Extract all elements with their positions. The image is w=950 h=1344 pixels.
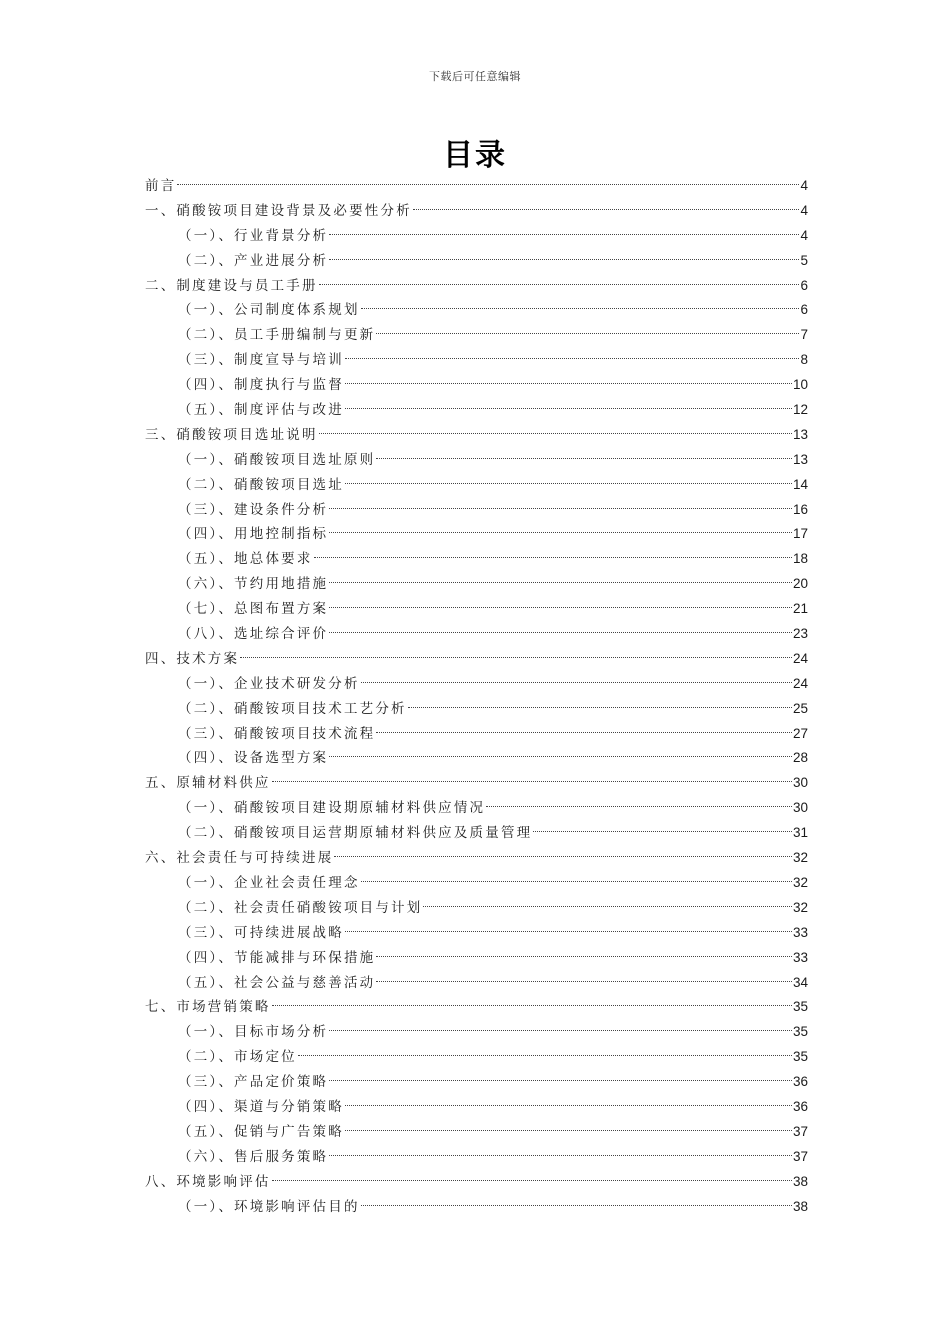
toc-entry-label[interactable]: （一）、企业技术研发分析 xyxy=(178,675,360,692)
toc-entry-label[interactable]: （五）、社会公益与慈善活动 xyxy=(178,974,376,991)
toc-entry-label[interactable]: （七）、总图布置方案 xyxy=(178,601,329,618)
toc-entry-page-number[interactable]: 20 xyxy=(792,576,808,592)
toc-entry-label[interactable]: （一）、公司制度体系规划 xyxy=(178,302,360,319)
toc-entry-label[interactable]: （五）、制度评估与改进 xyxy=(178,402,344,419)
toc-dot-leader xyxy=(329,632,792,633)
toc-entry[interactable] xyxy=(145,697,808,722)
toc-entry[interactable] xyxy=(145,597,808,622)
toc-entry[interactable] xyxy=(145,871,808,896)
toc-entry[interactable] xyxy=(145,1020,808,1045)
toc-entry[interactable] xyxy=(145,473,808,498)
toc-entry-page-number[interactable]: 13 xyxy=(792,451,808,467)
toc-entry-label[interactable]: （三）、制度宣导与培训 xyxy=(178,352,344,369)
toc-entry-page-number[interactable]: 5 xyxy=(800,252,808,268)
toc-entry[interactable] xyxy=(145,746,808,771)
toc-entry[interactable] xyxy=(145,771,808,796)
toc-entry[interactable] xyxy=(145,298,808,323)
toc-entry[interactable] xyxy=(145,498,808,523)
toc-entry[interactable] xyxy=(145,323,808,348)
toc-entry-page-number[interactable]: 25 xyxy=(792,700,808,716)
toc-entry-page-number[interactable]: 33 xyxy=(792,924,808,940)
toc-dot-leader xyxy=(486,806,792,807)
toc-entry[interactable] xyxy=(145,448,808,473)
toc-dot-leader xyxy=(345,1130,792,1131)
toc-entry-page-number[interactable]: 4 xyxy=(800,202,808,218)
toc-entry-label[interactable]: （一）、硝酸铵项目选址原则 xyxy=(178,451,376,468)
toc-dot-leader xyxy=(329,259,799,260)
toc-entry-page-number[interactable]: 6 xyxy=(800,277,808,293)
toc-entry-page-number[interactable]: 33 xyxy=(792,949,808,965)
toc-entry-page-number[interactable]: 35 xyxy=(792,999,808,1015)
toc-entry-label[interactable]: （四）、渠道与分销策略 xyxy=(178,1098,344,1115)
toc-entry-page-number[interactable]: 32 xyxy=(792,850,808,866)
toc-entry[interactable] xyxy=(145,796,808,821)
toc-entry-page-number[interactable]: 10 xyxy=(792,377,808,393)
table-of-contents xyxy=(145,174,808,1219)
toc-entry[interactable] xyxy=(145,722,808,747)
toc-entry-label[interactable]: （四）、节能减排与环保措施 xyxy=(178,949,376,966)
toc-entry-page-number[interactable]: 14 xyxy=(792,476,808,492)
toc-dot-leader xyxy=(329,508,792,509)
toc-entry-label[interactable]: （四）、用地控制指标 xyxy=(178,526,329,543)
toc-dot-leader xyxy=(177,184,799,185)
toc-entry-label[interactable]: （二）、社会责任硝酸铵项目与计划 xyxy=(178,899,423,916)
toc-entry-label[interactable]: （三）、建设条件分析 xyxy=(178,501,329,518)
toc-entry-label[interactable]: （二）、硝酸铵项目技术工艺分析 xyxy=(178,700,407,717)
toc-dot-leader xyxy=(329,582,792,583)
toc-dot-leader xyxy=(376,458,792,459)
toc-dot-leader xyxy=(334,856,792,857)
toc-dot-leader xyxy=(345,931,792,932)
toc-entry-page-number[interactable]: 32 xyxy=(792,874,808,890)
toc-entry[interactable] xyxy=(145,821,808,846)
toc-entry[interactable] xyxy=(145,921,808,946)
toc-entry-page-number[interactable]: 34 xyxy=(792,974,808,990)
toc-entry-label[interactable]: 八、环境影响评估 xyxy=(145,1173,271,1190)
toc-entry-label[interactable]: （二）、硝酸铵项目选址 xyxy=(178,476,344,493)
toc-entry-page-number[interactable]: 36 xyxy=(792,1098,808,1114)
toc-dot-leader xyxy=(376,956,792,957)
toc-entry-page-number[interactable]: 37 xyxy=(792,1148,808,1164)
toc-dot-leader xyxy=(413,209,800,210)
toc-entry[interactable] xyxy=(145,1145,808,1170)
toc-dot-leader xyxy=(345,358,800,359)
toc-entry-page-number[interactable]: 30 xyxy=(792,775,808,791)
toc-entry-page-number[interactable]: 12 xyxy=(792,402,808,418)
toc-entry-page-number[interactable]: 32 xyxy=(792,899,808,915)
toc-entry-page-number[interactable]: 17 xyxy=(792,526,808,542)
toc-entry-page-number[interactable]: 36 xyxy=(792,1074,808,1090)
toc-dot-leader xyxy=(376,981,792,982)
toc-entry-label[interactable]: 二、制度建设与员工手册 xyxy=(145,277,318,294)
toc-entry-page-number[interactable]: 7 xyxy=(800,327,808,343)
toc-dot-leader xyxy=(361,682,792,683)
toc-entry-label[interactable]: 三、硝酸铵项目选址说明 xyxy=(145,426,318,443)
toc-entry-page-number[interactable]: 31 xyxy=(792,825,808,841)
toc-entry-label[interactable]: （一）、行业背景分析 xyxy=(178,227,329,244)
toc-entry-page-number[interactable]: 16 xyxy=(792,501,808,517)
toc-entry[interactable] xyxy=(145,373,808,398)
toc-entry[interactable] xyxy=(145,274,808,299)
toc-entry[interactable] xyxy=(145,572,808,597)
toc-dot-leader xyxy=(423,906,792,907)
toc-entry-label[interactable]: （一）、目标市场分析 xyxy=(178,1024,329,1041)
toc-entry-label[interactable]: （一）、环境影响评估目的 xyxy=(178,1198,360,1215)
toc-entry-label[interactable]: 五、原辅材料供应 xyxy=(145,775,271,792)
toc-entry-label[interactable]: 六、社会责任与可持续进展 xyxy=(145,850,334,867)
toc-entry[interactable] xyxy=(145,672,808,697)
toc-entry-page-number[interactable]: 38 xyxy=(792,1198,808,1214)
toc-entry[interactable] xyxy=(145,1195,808,1220)
toc-dot-leader xyxy=(361,881,792,882)
toc-entry-page-number[interactable]: 21 xyxy=(792,601,808,617)
toc-entry[interactable] xyxy=(145,1170,808,1195)
toc-dot-leader xyxy=(345,1105,792,1106)
toc-entry[interactable] xyxy=(145,946,808,971)
toc-dot-leader xyxy=(533,831,792,832)
toc-dot-leader xyxy=(319,284,800,285)
toc-dot-leader xyxy=(345,408,792,409)
toc-entry-label[interactable]: （六）、售后服务策略 xyxy=(178,1148,329,1165)
toc-dot-leader xyxy=(329,1080,792,1081)
toc-entry-label[interactable]: （二）、员工手册编制与更新 xyxy=(178,327,376,344)
toc-entry[interactable] xyxy=(145,995,808,1020)
toc-entry-label[interactable]: （三）、硝酸铵项目技术流程 xyxy=(178,725,376,742)
toc-entry-page-number[interactable]: 8 xyxy=(800,352,808,368)
toc-entry[interactable] xyxy=(145,423,808,448)
toc-entry[interactable] xyxy=(145,199,808,224)
toc-entry-page-number[interactable]: 28 xyxy=(792,750,808,766)
toc-entry[interactable] xyxy=(145,971,808,996)
toc-entry-label[interactable]: 四、技术方案 xyxy=(145,650,240,667)
toc-entry-label[interactable]: （二）、产业进展分析 xyxy=(178,252,329,269)
toc-entry-page-number[interactable]: 35 xyxy=(792,1049,808,1065)
toc-dot-leader xyxy=(272,1180,792,1181)
header-note: 下载后可任意编辑 xyxy=(429,70,521,83)
toc-entry-page-number[interactable]: 27 xyxy=(792,725,808,741)
toc-entry-page-number[interactable]: 23 xyxy=(792,626,808,642)
toc-entry[interactable] xyxy=(145,249,808,274)
toc-entry-label[interactable]: （二）、硝酸铵项目运营期原辅材料供应及质量管理 xyxy=(178,825,533,842)
toc-entry[interactable] xyxy=(145,348,808,373)
toc-entry-label[interactable]: 前言 xyxy=(145,178,177,194)
toc-dot-leader xyxy=(314,557,792,558)
page-title: 目录 xyxy=(443,138,507,173)
toc-entry[interactable] xyxy=(145,647,808,672)
toc-entry[interactable] xyxy=(145,896,808,921)
toc-entry[interactable] xyxy=(145,398,808,423)
toc-dot-leader xyxy=(329,607,792,608)
toc-entry-page-number[interactable]: 24 xyxy=(792,650,808,666)
toc-dot-leader xyxy=(329,234,799,235)
toc-entry-page-number[interactable]: 37 xyxy=(792,1123,808,1139)
toc-entry-page-number[interactable]: 4 xyxy=(800,227,808,243)
toc-entry-label[interactable]: （八）、选址综合评价 xyxy=(178,626,329,643)
toc-entry-label[interactable]: （一）、硝酸铵项目建设期原辅材料供应情况 xyxy=(178,800,486,817)
toc-entry-label[interactable]: 一、硝酸铵项目建设背景及必要性分析 xyxy=(145,202,412,219)
toc-dot-leader xyxy=(240,657,792,658)
toc-entry-label[interactable]: 七、市场营销策略 xyxy=(145,999,271,1016)
toc-entry-page-number[interactable]: 13 xyxy=(792,426,808,442)
toc-dot-leader xyxy=(376,333,799,334)
toc-dot-leader xyxy=(272,1005,792,1006)
toc-entry[interactable] xyxy=(145,1045,808,1070)
toc-dot-leader xyxy=(298,1055,792,1056)
toc-entry[interactable] xyxy=(145,1120,808,1145)
toc-entry[interactable] xyxy=(145,224,808,249)
toc-dot-leader xyxy=(361,308,800,309)
toc-entry-page-number[interactable]: 6 xyxy=(800,302,808,318)
toc-entry-page-number[interactable]: 38 xyxy=(792,1173,808,1189)
toc-dot-leader xyxy=(408,707,792,708)
toc-entry-label[interactable]: （二）、市场定位 xyxy=(178,1049,297,1066)
toc-entry-page-number[interactable]: 4 xyxy=(800,178,808,193)
toc-dot-leader xyxy=(345,383,792,384)
toc-entry-page-number[interactable]: 18 xyxy=(792,551,808,567)
toc-dot-leader xyxy=(329,1155,792,1156)
toc-dot-leader xyxy=(272,781,792,782)
toc-entry-page-number[interactable]: 24 xyxy=(792,675,808,691)
toc-entry-label[interactable]: （一）、企业社会责任理念 xyxy=(178,874,360,891)
toc-entry-page-number[interactable]: 35 xyxy=(792,1024,808,1040)
toc-entry[interactable] xyxy=(145,522,808,547)
toc-entry-page-number[interactable]: 30 xyxy=(792,800,808,816)
toc-dot-leader xyxy=(319,433,792,434)
toc-dot-leader xyxy=(329,1030,792,1031)
toc-entry[interactable] xyxy=(145,1095,808,1120)
toc-entry-label[interactable]: （六）、节约用地措施 xyxy=(178,576,329,593)
toc-entry-label[interactable]: （三）、产品定价策略 xyxy=(178,1074,329,1091)
toc-entry[interactable] xyxy=(145,846,808,871)
toc-entry-label[interactable]: （四）、设备选型方案 xyxy=(178,750,329,767)
toc-dot-leader xyxy=(376,732,792,733)
toc-entry[interactable] xyxy=(145,174,808,199)
toc-entry[interactable] xyxy=(145,1070,808,1095)
toc-dot-leader xyxy=(329,532,792,533)
toc-entry-label[interactable]: （五）、地总体要求 xyxy=(178,551,313,568)
toc-entry[interactable] xyxy=(145,547,808,572)
toc-dot-leader xyxy=(329,756,792,757)
toc-dot-leader xyxy=(345,483,792,484)
toc-entry-label[interactable]: （三）、可持续进展战略 xyxy=(178,924,344,941)
toc-entry-label[interactable]: （五）、促销与广告策略 xyxy=(178,1123,344,1140)
toc-dot-leader xyxy=(361,1205,792,1206)
toc-entry[interactable] xyxy=(145,622,808,647)
toc-entry-label[interactable]: （四）、制度执行与监督 xyxy=(178,377,344,394)
